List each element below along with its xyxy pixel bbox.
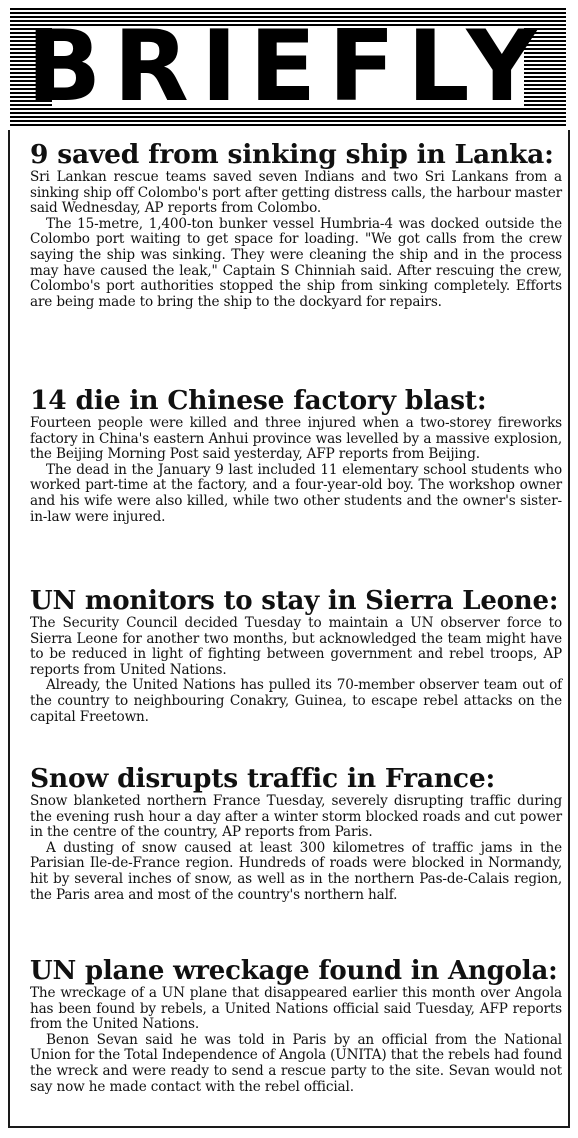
article-paragraph: Sri Lankan rescue teams saved seven Indians and two Sri Lankans from a sinking ship off Colombo's port after getting distress calls, the harbour master said Wednesday, AP reports from Colombo.: [30, 169, 562, 217]
article-paragraph: Fourteen people were killed and three injured when a two-storey fireworks factory in China's eastern Anhui province was levelled by a massive explosion, the Beijing Morning Post said yesterday, AFP reports from Beijing.: [30, 415, 562, 463]
article-lanka-ship: [14, 140, 562, 310]
frame-right-rule: [568, 130, 570, 1128]
masthead: [10, 8, 566, 126]
article-angola-plane: [14, 956, 562, 1095]
masthead-title: BRIEFLY: [26, 10, 550, 124]
article-paragraph: The 15-metre, 1,400-ton bunker vessel Humbria-4 was docked outside the Colombo port waiting to get space for loading. "We got calls from the crew saying the ship was sinking. They were cleaning the ship and in the process may have caused the leak," Captain S Chinniah said. After rescuing the crew, Colombo's port authorities stopped the ship from sinking completely. Efforts are being made to bring the ship to the dockyard for repairs.: [30, 215, 562, 310]
article-headline: Snow disrupts traffic in France:: [30, 763, 496, 794]
article-paragraph: Already, the United Nations has pulled its 70-member observer team out of the country to neighbouring Conakry, Guinea, to escape rebel attacks on the capital Freetown.: [30, 677, 562, 725]
article-body: [14, 616, 562, 725]
frame-bottom-rule: [8, 1126, 570, 1128]
article-headline: 14 die in Chinese factory blast:: [30, 385, 487, 416]
article-headline: UN monitors to stay in Sierra Leone:: [30, 586, 559, 616]
article-france-snow: [14, 764, 562, 903]
article-paragraph: A dusting of snow caused at least 300 kilometres of traffic jams in the Parisian Ile-de-France region. Hundreds of roads were blocked in Normandy, hit by several inches of snow, as well as in the northern Pas-de-Calais region, the Paris area and most of the country's northern half.: [30, 839, 562, 903]
article-paragraph: Snow blanketed northern France Tuesday, severely disrupting traffic during the evening rush hour a day after a winter storm blocked roads and cut power in the centre of the country, AP reports from Paris.: [30, 793, 562, 841]
article-body: [14, 170, 562, 310]
article-body: [14, 986, 562, 1095]
frame-left-rule: [8, 130, 10, 1128]
article-sierra-leone: [14, 586, 562, 725]
article-paragraph: The dead in the January 9 last included 11 elementary school students who worked part-time at the factory, and a four-year-old boy. The workshop owner and his wife were also killed, while two other students and the owner's sister-in-law were injured.: [30, 461, 562, 525]
article-chinese-factory: [14, 386, 562, 525]
article-paragraph: The wreckage of a UN plane that disappeared earlier this month over Angola has been found by rebels, a United Nations official said Tuesday, AFP reports from the United Nations.: [30, 985, 562, 1033]
article-headline: 9 saved from sinking ship in Lanka:: [30, 139, 554, 170]
article-paragraph: The Security Council decided Tuesday to maintain a UN observer force to Sierra Leone for another two months, but acknowledged the team might have to be reduced in light of fighting between government and rebel troops, AP reports from United Nations.: [30, 615, 562, 678]
article-body: [14, 416, 562, 525]
article-headline: UN plane wreckage found in Angola:: [30, 956, 558, 986]
article-paragraph: Benon Sevan said he was told in Paris by an official from the National Union for the Total Independence of Angola (UNITA) that the rebels had found the wreck and were ready to send a rescue party to the site. Sevan would not say now he made contact with the rebel official.: [30, 1031, 562, 1095]
article-body: [14, 794, 562, 903]
